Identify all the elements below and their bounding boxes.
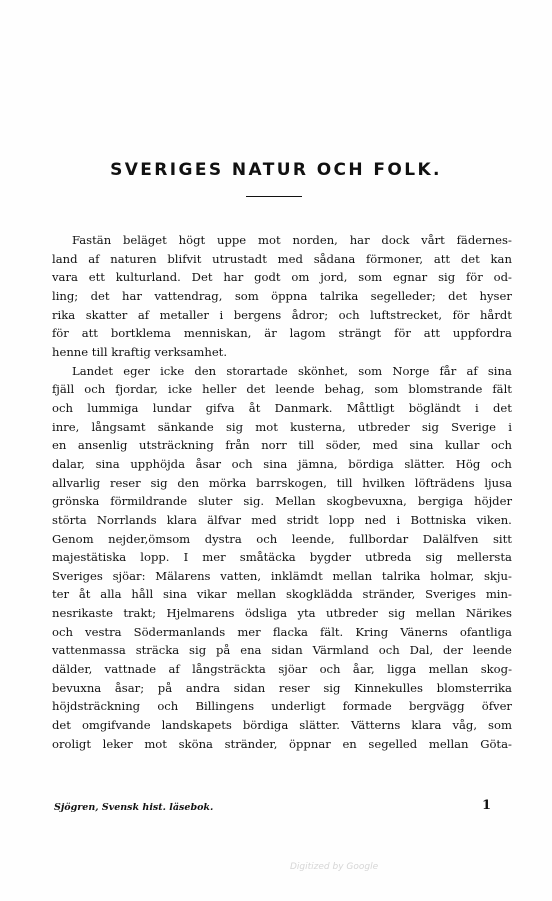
text-line: en ansenlig utsträckning från norr till söder, med sina kullar och <box>52 438 512 453</box>
text-line: oroligt leker mot sköna stränder, öppnar en segelled mellan Göta- <box>52 736 512 751</box>
text-line: nesrikaste trakt; Hjelmarens ödsliga yta utbreder sig mellan Närikes <box>52 606 512 621</box>
text-line: höjdsträckning och Billingens underligt formade bergvägg öfver <box>52 699 512 714</box>
text-line: inre, långsamt sänkande sig mot kusterna, utbreder sig Sverige i <box>52 419 512 434</box>
text-line: vara ett kulturland. Det har godt om jord, som egnar sig för od- <box>52 270 512 285</box>
text-line: Genom nejder,ömsom dystra och leende, fullbordar Dalälfven sitt <box>52 531 512 546</box>
text-line: bevuxna åsar; på andra sidan reser sig Kinnekulles blomsterrika <box>52 680 512 695</box>
text-line: Sveriges sjöar: Mälarens vatten, inklämdt mellan talrika holmar, skju- <box>52 568 512 583</box>
text-line: dälder, vattnade af långsträckta sjöar och åar, ligga mellan skog- <box>52 662 512 677</box>
text-line: störta Norrlands klara älfvar med stridt lopp ned i Bottniska viken. <box>52 512 512 527</box>
text-line: det omgifvande landskapets bördiga slätter. Vätterns klara våg, som <box>52 718 512 733</box>
text-line: Fastän beläget högt uppe mot norden, har dock vårt fädernes- <box>72 233 512 247</box>
text-line: majestätiska lopp. I mer småtäcka bygder utbreda sig mellersta <box>52 550 512 565</box>
watermark: Digitized by Google <box>290 862 379 872</box>
page-title: SVERIGES NATUR OCH FOLK. <box>110 160 442 180</box>
title-divider <box>246 196 302 197</box>
text-line: grönska förmildrande sluter sig. Mellan skogbevuxna, bergiga höjder <box>52 494 512 509</box>
text-line: ling; det har vattendrag, som öppna talrika segelleder; det hyser <box>52 288 512 303</box>
text-line: land af naturen blifvit utrustadt med sådana förmoner, att det kan <box>52 251 512 266</box>
text-line: för att bortklema menniskan, är lagom strängt för att uppfordra <box>52 326 512 341</box>
text-line: Landet eger icke den storartade skönhet, som Norge får af sina <box>72 363 512 378</box>
text-line: rika skatter af metaller i bergens ådror; och luftstrecket, för hårdt <box>52 307 512 322</box>
text-line: dalar, sina upphöjda åsar och sina jämna, bördiga slätter. Hög och <box>52 456 512 471</box>
text-line: henne till kraftig verksamhet. <box>52 344 228 359</box>
text-line: vattenmassa sträcka sig på ena sidan Värmland och Dal, der leende <box>52 643 512 658</box>
footer-signature: Sjögren, Svensk hist. läsebok. <box>54 802 214 813</box>
page-number: 1 <box>482 798 492 813</box>
text-line: allvarlig reser sig den mörka barrskogen, till hvilken löfträdens ljusa <box>52 475 512 490</box>
text-line: ter åt alla håll sina vikar mellan skogklädda stränder, Sveriges min- <box>52 587 512 602</box>
text-line: fjäll och fjordar, icke heller det leende behag, som blomstrande fält <box>52 382 512 397</box>
text-line: och lummiga lundar gifva åt Danmark. Måttligt bögländt i det <box>52 400 512 415</box>
text-line: och vestra Södermanlands mer flacka fält. Kring Vänerns ofantliga <box>52 624 512 639</box>
body-text <box>52 231 512 753</box>
